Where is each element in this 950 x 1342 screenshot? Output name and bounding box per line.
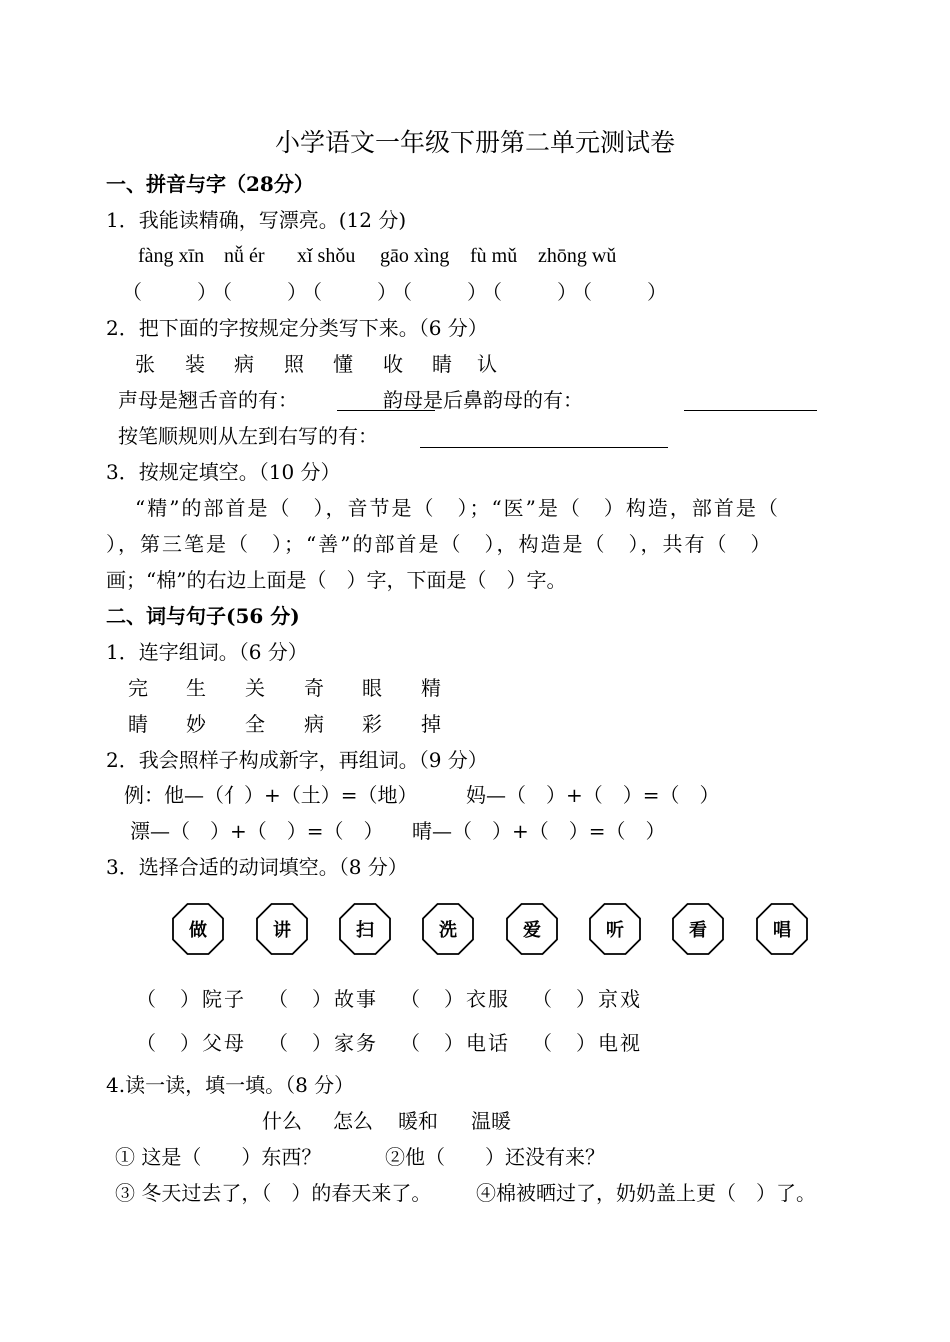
- verb-label: 洗: [439, 920, 457, 941]
- char-item: 照: [284, 352, 304, 376]
- char-item: 掉: [421, 712, 441, 736]
- char-item: 病: [304, 712, 324, 736]
- pinyin-item: fàng xīn: [138, 245, 205, 267]
- page-title: 小学语文一年级下册第二单元测试卷: [274, 128, 675, 157]
- question-1-1-prompt: 1．我能读精确，写漂亮。(12 分): [106, 208, 407, 232]
- pinyin-item: gāo xìng: [380, 245, 450, 267]
- char-item: 奇: [304, 676, 324, 700]
- verb-fill-item: （ ）父母: [136, 1031, 246, 1055]
- char-item: 眼: [362, 676, 382, 700]
- char-item: 认: [477, 352, 497, 376]
- question-2-4-prompt: 4.读一读，填一填。（8 分）: [106, 1073, 355, 1097]
- verb-octagon: [172, 903, 224, 955]
- char-item: 精: [421, 676, 441, 700]
- verb-octagon: [506, 903, 558, 955]
- section-heading-2: 二、词与句子(56 分): [106, 604, 300, 628]
- pinyin-item: xǐ shǒu: [297, 245, 356, 267]
- question-1-3-prompt: 3．按规定填空。（10 分）: [106, 460, 341, 484]
- compose-item: 晴—（ ）+（ ）=（ ）: [412, 819, 666, 843]
- sentence-1: ① 这是（ ）东西？: [115, 1145, 322, 1169]
- char-item: 彩: [362, 712, 382, 736]
- verb-label: 扫: [356, 920, 374, 941]
- example-line: 例：他—（亻）+（土）=（地）: [124, 783, 418, 807]
- verb-fill-item: （ ）院子: [136, 987, 246, 1011]
- verb-octagon: [756, 903, 808, 955]
- verb-fill-item: （ ）家务: [268, 1031, 378, 1055]
- char-item: 张: [135, 352, 155, 376]
- compose-item: 妈—（ ）+（ ）=（ ）: [466, 783, 720, 807]
- verb-fill-item: （ ）京戏: [532, 987, 642, 1011]
- question-2-1-prompt: 1．连字组词。（6 分）: [106, 640, 308, 664]
- char-item: 妙: [186, 712, 206, 736]
- word-bank-item: 暖和: [398, 1109, 438, 1133]
- sentence-4: ④棉被晒过了，奶奶盖上更（ ）了。: [476, 1181, 816, 1205]
- pinyin-item: nǚ ér: [224, 245, 265, 267]
- verb-fill-item: （ ）故事: [268, 987, 378, 1011]
- verb-octagon: [589, 903, 641, 955]
- verb-octagon: [256, 903, 308, 955]
- fill-line: 画；“棉”的右边上面是（ ）字，下面是（ ）字。: [106, 568, 567, 592]
- word-bank-item: 温暖: [471, 1109, 511, 1133]
- verb-octagon: [422, 903, 474, 955]
- verb-label: 讲: [273, 920, 291, 941]
- char-item: 懂: [333, 352, 353, 376]
- pinyin-item: fù mǔ: [470, 245, 518, 267]
- fill-line: “精”的部首是（ ），音节是（ ）；“医”是（ ）构造，部首是（: [135, 496, 780, 520]
- char-item: 生: [186, 676, 206, 700]
- word-bank-item: 怎么: [333, 1109, 373, 1133]
- verb-label: 爱: [523, 920, 541, 941]
- verb-fill-item: （ ）衣服: [400, 987, 510, 1011]
- verb-octagon: [339, 903, 391, 955]
- fill-line: ），第三笔是（ ）；“善”的部首是（ ），构造是（ ），共有（ ）: [106, 532, 773, 556]
- question-2-3-prompt: 3．选择合适的动词填空。（8 分）: [106, 855, 408, 879]
- char-item: 完: [128, 676, 148, 700]
- word-bank-item: 什么: [262, 1109, 302, 1133]
- verb-label: 唱: [773, 920, 791, 941]
- verb-label: 听: [606, 920, 624, 941]
- sentence-2: ②他（ ）还没有来？: [385, 1145, 605, 1169]
- label-retroflex: 声母是翘舌音的有：: [118, 388, 298, 412]
- char-item: 收: [383, 352, 403, 376]
- question-1-2-prompt: 2．把下面的字按规定分类写下来。（6 分）: [106, 316, 488, 340]
- label-back-nasal: 韵母是后鼻韵母的有：: [383, 388, 583, 412]
- verb-fill-item: （ ）电视: [532, 1031, 642, 1055]
- answer-brackets-row: （ ）（ ）（ ）（ ）（ ）（ ）: [122, 280, 672, 304]
- verb-fill-item: （ ）电话: [400, 1031, 510, 1055]
- verb-label: 做: [189, 920, 207, 941]
- char-item: 睛: [128, 712, 148, 736]
- verb-label: 看: [689, 920, 707, 941]
- char-item: 病: [234, 352, 254, 376]
- char-item: 关: [245, 676, 265, 700]
- section-heading-1: 一、拼音与字（28分）: [106, 172, 314, 196]
- char-item: 装: [185, 352, 205, 376]
- verb-octagon: [672, 903, 724, 955]
- char-item: 睛: [432, 352, 452, 376]
- answer-blank[interactable]: [420, 447, 668, 448]
- answer-blank[interactable]: [684, 410, 817, 411]
- sentence-3: ③ 冬天过去了，（ ）的春天来了。: [115, 1181, 432, 1205]
- question-2-2-prompt: 2．我会照样子构成新字，再组词。（9 分）: [106, 748, 488, 772]
- char-item: 全: [245, 712, 265, 736]
- pinyin-item: zhōng wǔ: [538, 245, 617, 267]
- label-stroke-order: 按笔顺规则从左到右写的有：: [118, 424, 378, 448]
- compose-item: 漂—（ ）+（ ）=（ ）: [130, 819, 384, 843]
